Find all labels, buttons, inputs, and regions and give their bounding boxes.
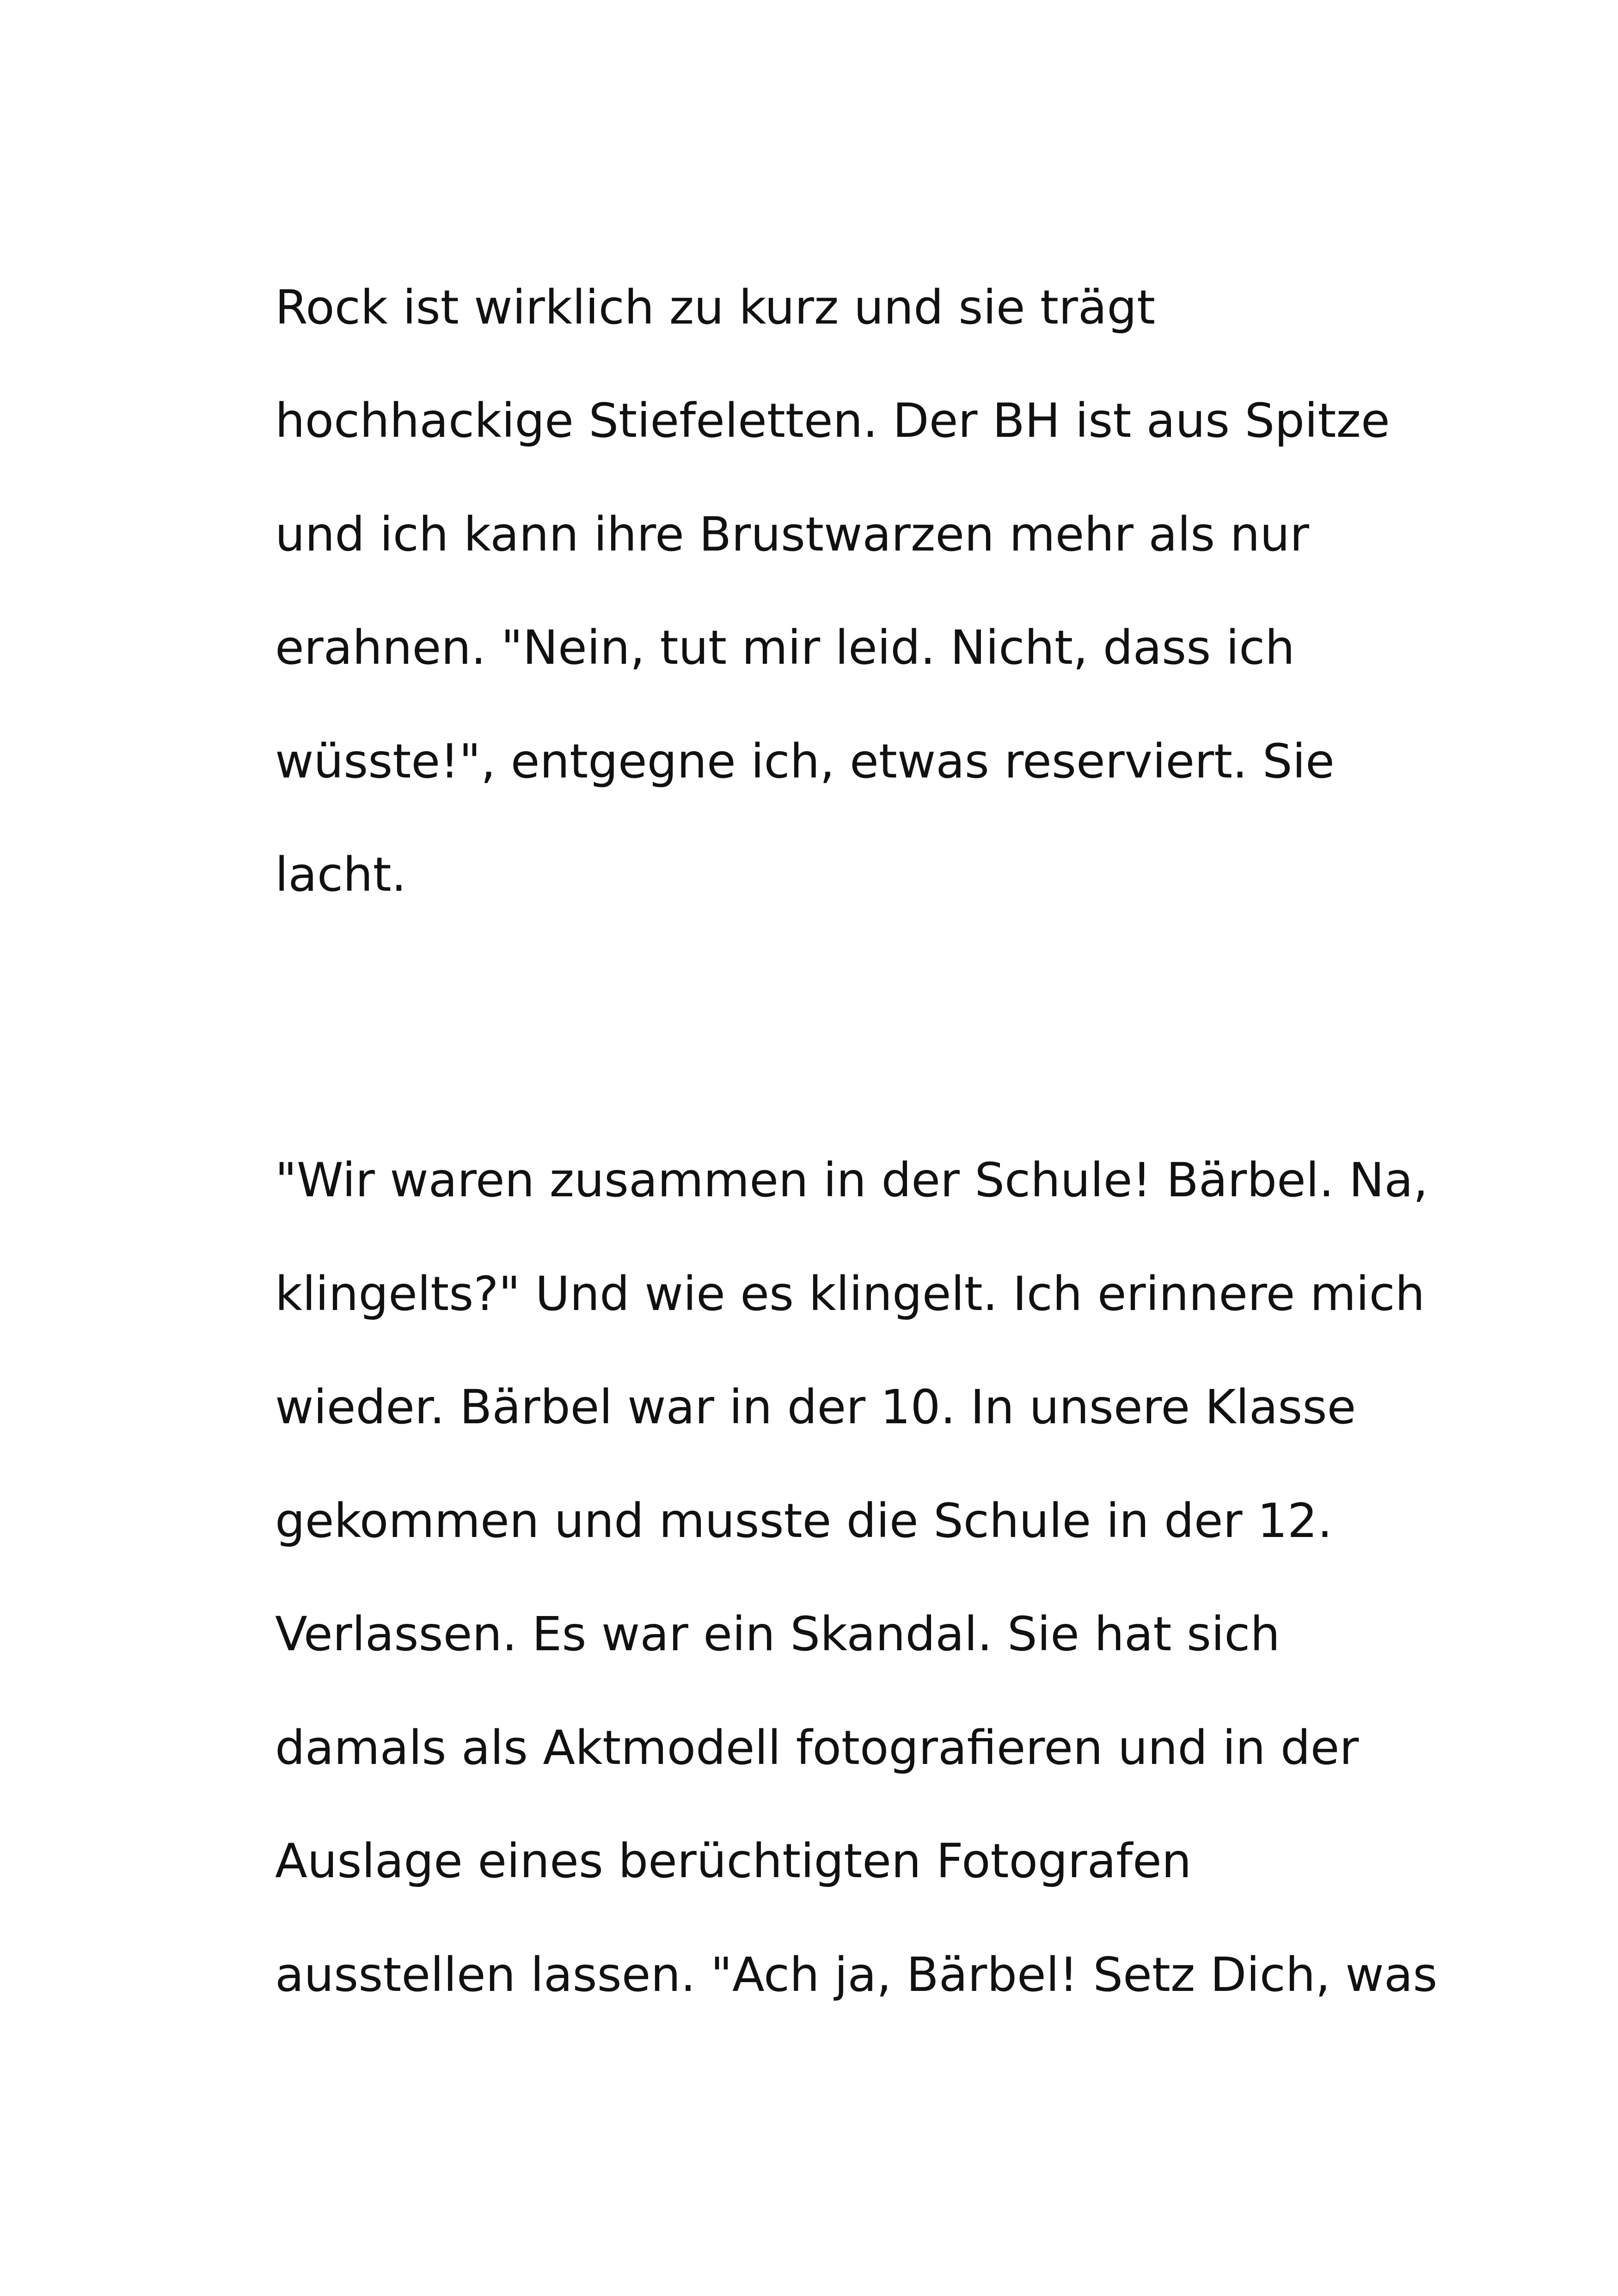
text-line: ausstellen lassen. "Ach ja, Bärbel! Setz Dich, was (275, 1947, 1438, 2002)
text-line: hochhackige Stiefeletten. Der BH ist aus Spitze (275, 393, 1390, 448)
text-line: wieder. Bärbel war in der 10. In unsere Klasse (275, 1380, 1356, 1435)
text-line: damals als Aktmodell fotografieren und in der (275, 1720, 1359, 1776)
text-line: "Wir waren zusammen in der Schule! Bärbel. Na, (275, 1153, 1428, 1208)
text-line: erahnen. "Nein, tut mir leid. Nicht, dass ich (275, 620, 1295, 675)
text-line: gekommen und musste die Schule in der 12. (275, 1494, 1333, 1549)
text-line: Auslage eines berüchtigten Fotografen (275, 1834, 1192, 1889)
text-line: lacht. (275, 847, 406, 902)
text-line: und ich kann ihre Brustwarzen mehr als nur (275, 507, 1309, 562)
text-line: wüsste!", entgegne ich, etwas reserviert. Sie (275, 734, 1335, 789)
text-line: klingelts?" Und wie es klingelt. Ich erinnere mich (275, 1267, 1425, 1322)
text-line: Rock ist wirklich zu kurz und sie trägt (275, 280, 1156, 335)
text-line: Verlassen. Es war ein Skandal. Sie hat sich (275, 1607, 1281, 1662)
